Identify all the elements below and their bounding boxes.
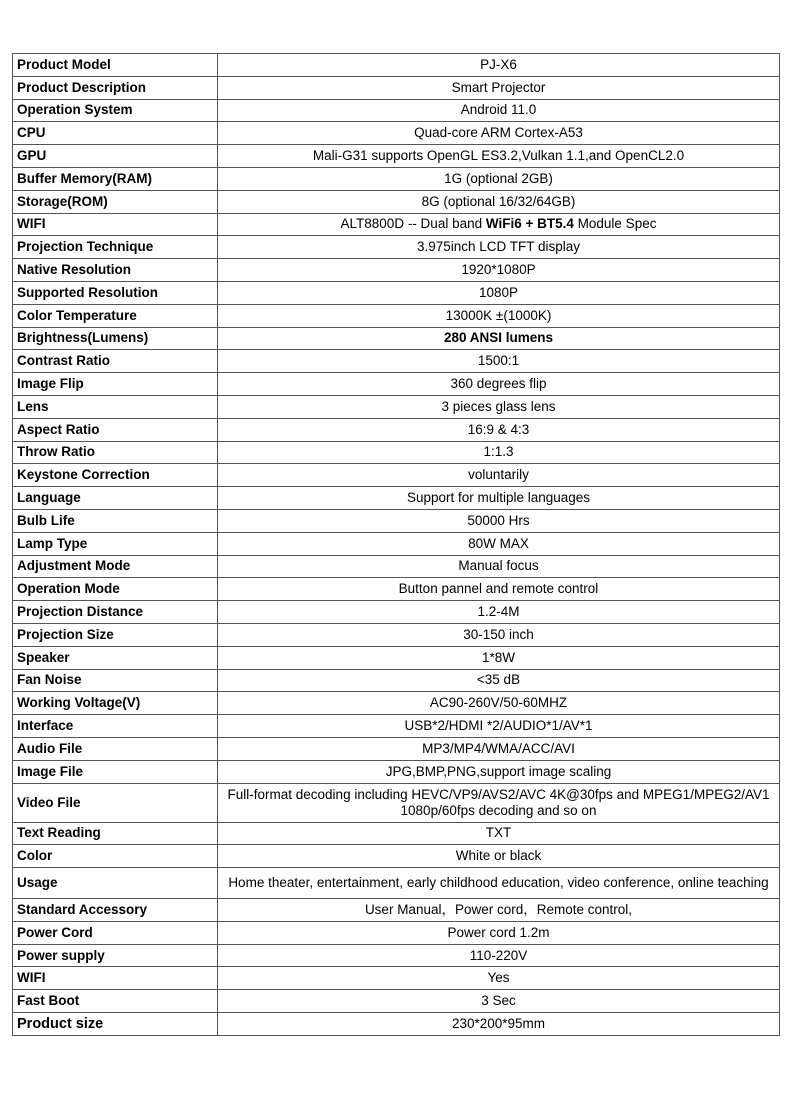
spec-label: Projection Distance bbox=[13, 601, 218, 624]
spec-table bbox=[12, 53, 780, 1036]
spec-label: Contrast Ratio bbox=[13, 350, 218, 373]
spec-value: AC90-260V/50-60MHZ bbox=[218, 692, 780, 715]
spec-label: Speaker bbox=[13, 646, 218, 669]
spec-row bbox=[13, 944, 780, 967]
spec-value: Button pannel and remote control bbox=[218, 578, 780, 601]
spec-label: CPU bbox=[13, 122, 218, 145]
spec-label: Interface bbox=[13, 715, 218, 738]
spec-row bbox=[13, 441, 780, 464]
spec-row bbox=[13, 555, 780, 578]
spec-label: Adjustment Mode bbox=[13, 555, 218, 578]
spec-value: 8G (optional 16/32/64GB) bbox=[218, 190, 780, 213]
spec-label: Aspect Ratio bbox=[13, 418, 218, 441]
spec-label: Projection Size bbox=[13, 623, 218, 646]
spec-row bbox=[13, 304, 780, 327]
spec-value-fragment: Module Spec bbox=[573, 216, 657, 232]
spec-row bbox=[13, 692, 780, 715]
spec-value: Home theater, entertainment, early childhood education, video conference, online teaching bbox=[218, 868, 780, 899]
spec-value: 1G (optional 2GB) bbox=[218, 167, 780, 190]
spec-row bbox=[13, 327, 780, 350]
spec-label: Projection Technique bbox=[13, 236, 218, 259]
spec-label: Storage(ROM) bbox=[13, 190, 218, 213]
spec-row bbox=[13, 845, 780, 868]
spec-row bbox=[13, 213, 780, 236]
spec-row bbox=[13, 190, 780, 213]
spec-row bbox=[13, 737, 780, 760]
spec-label: Standard Accessory bbox=[13, 899, 218, 922]
spec-value: 360 degrees flip bbox=[218, 373, 780, 396]
spec-label: Product Description bbox=[13, 76, 218, 99]
spec-label: Brightness(Lumens) bbox=[13, 327, 218, 350]
spec-value: White or black bbox=[218, 845, 780, 868]
spec-label: Bulb Life bbox=[13, 509, 218, 532]
spec-label: Fan Noise bbox=[13, 669, 218, 692]
spec-value: 1*8W bbox=[218, 646, 780, 669]
spec-value: 13000K ±(1000K) bbox=[218, 304, 780, 327]
spec-row bbox=[13, 464, 780, 487]
spec-label: Audio File bbox=[13, 737, 218, 760]
spec-label: Operation Mode bbox=[13, 578, 218, 601]
spec-label: Supported Resolution bbox=[13, 281, 218, 304]
spec-row bbox=[13, 167, 780, 190]
spec-label: Video File bbox=[13, 783, 218, 822]
spec-label: Image Flip bbox=[13, 373, 218, 396]
spec-row bbox=[13, 578, 780, 601]
spec-value: Yes bbox=[218, 967, 780, 990]
spec-label: Native Resolution bbox=[13, 259, 218, 282]
spec-table-body bbox=[13, 54, 780, 1036]
spec-value: 1920*1080P bbox=[218, 259, 780, 282]
spec-row bbox=[13, 899, 780, 922]
spec-label: WIFI bbox=[13, 967, 218, 990]
spec-value: 1080P bbox=[218, 281, 780, 304]
spec-row bbox=[13, 921, 780, 944]
spec-row bbox=[13, 822, 780, 845]
spec-value: 1.2-4M bbox=[218, 601, 780, 624]
spec-value: 280 ANSI lumens bbox=[218, 327, 780, 350]
spec-value: Power cord 1.2m bbox=[218, 921, 780, 944]
spec-value: Full-format decoding including HEVC/VP9/AVS2/AVC 4K@30fps and MPEG1/MPEG2/AV1 1080p/60fps decoding and so on bbox=[218, 783, 780, 822]
spec-value-fragment: WiFi6 + BT5.4 bbox=[485, 216, 574, 232]
spec-row bbox=[13, 646, 780, 669]
spec-row bbox=[13, 1013, 780, 1036]
spec-value: 3.975inch LCD TFT display bbox=[218, 236, 780, 259]
spec-row bbox=[13, 715, 780, 738]
spec-value: voluntarily bbox=[218, 464, 780, 487]
spec-label: Keystone Correction bbox=[13, 464, 218, 487]
spec-row bbox=[13, 99, 780, 122]
spec-value: Quad-core ARM Cortex-A53 bbox=[218, 122, 780, 145]
spec-row bbox=[13, 54, 780, 77]
spec-row bbox=[13, 669, 780, 692]
spec-label: Power Cord bbox=[13, 921, 218, 944]
spec-value-fragment: ALT8800D -- Dual band bbox=[340, 216, 486, 232]
spec-value: Smart Projector bbox=[218, 76, 780, 99]
spec-value: <35 dB bbox=[218, 669, 780, 692]
spec-row bbox=[13, 868, 780, 899]
spec-value: 80W MAX bbox=[218, 532, 780, 555]
spec-value: 1:1.3 bbox=[218, 441, 780, 464]
spec-row bbox=[13, 487, 780, 510]
spec-value: Support for multiple languages bbox=[218, 487, 780, 510]
spec-value: JPG,BMP,PNG,support image scaling bbox=[218, 760, 780, 783]
spec-label: Product Model bbox=[13, 54, 218, 77]
spec-row bbox=[13, 350, 780, 373]
spec-row bbox=[13, 783, 780, 822]
spec-label: Image File bbox=[13, 760, 218, 783]
spec-value: 230*200*95mm bbox=[218, 1013, 780, 1036]
spec-value: PJ-X6 bbox=[218, 54, 780, 77]
spec-value: USB*2/HDMI *2/AUDIO*1/AV*1 bbox=[218, 715, 780, 738]
spec-row bbox=[13, 509, 780, 532]
spec-value bbox=[218, 213, 780, 236]
spec-value: Android 11.0 bbox=[218, 99, 780, 122]
spec-row bbox=[13, 601, 780, 624]
spec-label: Lamp Type bbox=[13, 532, 218, 555]
spec-label: Lens bbox=[13, 395, 218, 418]
spec-label: Power supply bbox=[13, 944, 218, 967]
spec-row bbox=[13, 236, 780, 259]
spec-value: 1500:1 bbox=[218, 350, 780, 373]
spec-row bbox=[13, 395, 780, 418]
spec-label: Language bbox=[13, 487, 218, 510]
spec-label: Text Reading bbox=[13, 822, 218, 845]
spec-value: 110-220V bbox=[218, 944, 780, 967]
spec-label: GPU bbox=[13, 145, 218, 168]
spec-value: 30-150 inch bbox=[218, 623, 780, 646]
spec-value: 3 pieces glass lens bbox=[218, 395, 780, 418]
spec-value: User Manual，Power cord，Remote control, bbox=[218, 899, 780, 922]
spec-label: Color bbox=[13, 845, 218, 868]
spec-row bbox=[13, 259, 780, 282]
spec-row bbox=[13, 418, 780, 441]
spec-row bbox=[13, 76, 780, 99]
spec-row bbox=[13, 122, 780, 145]
spec-value: TXT bbox=[218, 822, 780, 845]
spec-value: 50000 Hrs bbox=[218, 509, 780, 532]
spec-row bbox=[13, 281, 780, 304]
spec-value: 16:9 & 4:3 bbox=[218, 418, 780, 441]
spec-label: Product size bbox=[13, 1013, 218, 1036]
spec-row bbox=[13, 532, 780, 555]
spec-label: Buffer Memory(RAM) bbox=[13, 167, 218, 190]
spec-value: 3 Sec bbox=[218, 990, 780, 1013]
spec-row bbox=[13, 623, 780, 646]
spec-label: Fast Boot bbox=[13, 990, 218, 1013]
spec-label: Throw Ratio bbox=[13, 441, 218, 464]
spec-row bbox=[13, 760, 780, 783]
spec-row bbox=[13, 373, 780, 396]
spec-label: Working Voltage(V) bbox=[13, 692, 218, 715]
spec-label: WIFI bbox=[13, 213, 218, 236]
spec-row bbox=[13, 967, 780, 990]
spec-value: Manual focus bbox=[218, 555, 780, 578]
spec-label: Usage bbox=[13, 868, 218, 899]
spec-value: MP3/MP4/WMA/ACC/AVI bbox=[218, 737, 780, 760]
spec-row bbox=[13, 990, 780, 1013]
spec-row bbox=[13, 145, 780, 168]
spec-label: Operation System bbox=[13, 99, 218, 122]
spec-label: Color Temperature bbox=[13, 304, 218, 327]
spec-value: Mali-G31 supports OpenGL ES3.2,Vulkan 1.1,and OpenCL2.0 bbox=[218, 145, 780, 168]
